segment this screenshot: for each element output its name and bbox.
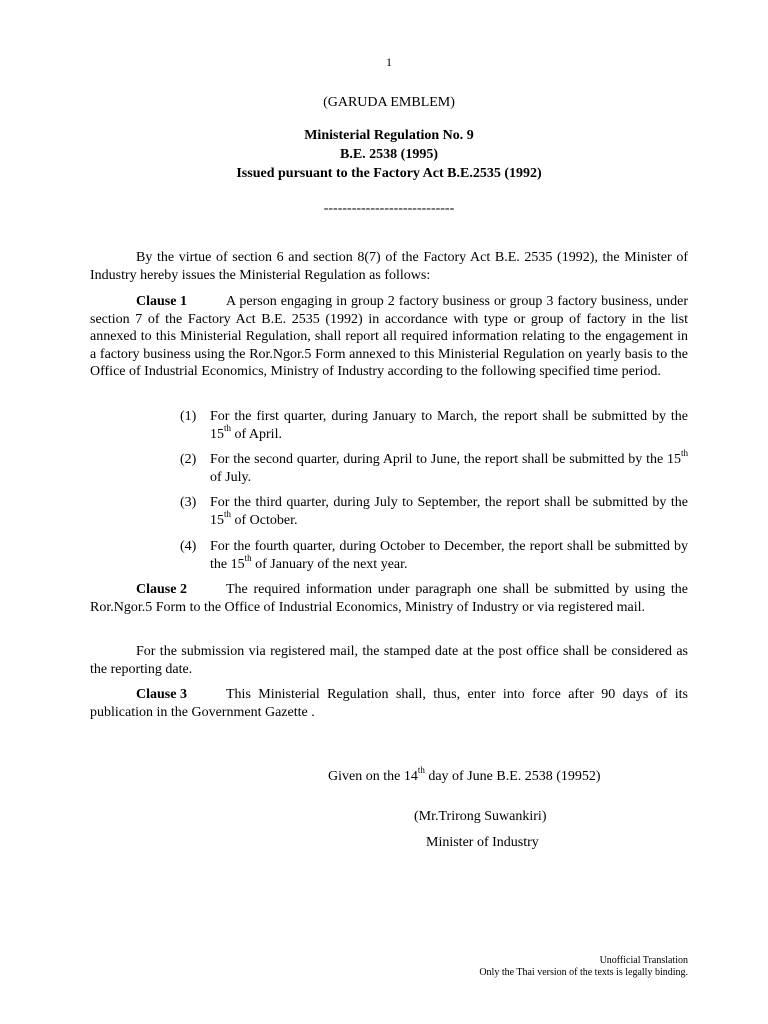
signatory-position: Minister of Industry: [426, 835, 539, 850]
given-date-line: Given on the 14th day of June B.E. 2538 (19952): [328, 765, 601, 784]
translation-note-line-1: Unofficial Translation: [599, 955, 688, 966]
emblem-caption: (GARUDA EMBLEM): [323, 95, 455, 110]
list-item-number: (1): [180, 409, 197, 424]
title-line-1: Ministerial Regulation No. 9: [304, 128, 474, 143]
clause-2-paragraph: [90, 581, 688, 616]
title-separator: ----------------------------: [323, 201, 455, 216]
list-item-number: (4): [180, 539, 197, 554]
clause-3-text: This Ministerial Regulation shall, thus, enter into force after 90 days of its publication in the Government Gazette .: [90, 687, 688, 720]
clause-2-subparagraph: For the submission via registered mail, the stamped date at the post office shall be considered as the reporting date.: [90, 644, 688, 677]
clause-1-label: Clause 1: [136, 294, 187, 309]
document-title: [0, 127, 768, 184]
list-item-number: (3): [180, 495, 197, 510]
signatory-name: (Mr.Trirong Suwankiri): [414, 809, 547, 824]
translation-note-line-2: Only the Thai version of the texts is legally binding.: [479, 967, 688, 978]
clause-1-text: A person engaging in group 2 factory business or group 3 factory business, under section 7 of the Factory Act B.E. 2535 (1992) in accordance with type or group of factory in the list annexed to this Ministerial Regulation, shall report all required information relating to the engagement in a factory business using the Ror.Ngor.5 Form annexed to this Ministerial Regulation on yearly basis to the Office of Industrial Economics, Ministry of Industry according to the following specified time period.: [90, 294, 688, 379]
document-page: 1 (GARUDA EMBLEM) Ministerial Regulation No. 9 B.E. 2538 (1995) Issued pursuant to the Factory Act B.E.2535 (1992) ---------------------------- By the virtue of section 6 and section 8(7) of the Factory Act B.E. 2535 (1992), the Minister of Industry hereby issues the Ministerial Regulation as follows: Clause 1 A person engaging in group 2 factory business or group 3 factory business, under section 7 of the Factory Act B.E. 2535 (1992) in accordance with type or group of factory in the list annexed to this Ministerial Regulation, shall report all required information relating to the engagement in a factory business using the Ror.Ngor.5 Form annexed to this Ministerial Regulation on yearly basis to the Office of Industrial Economics, Ministry of Industry according to the following specified time period. (1) For the first quarter, during January to March, the report shall be submitted by the 15th of April. (2) For the second quarter, during April to June, the report shall be submitted by the 15th of July. (3) For the third quarter, during July to September, the report shall be submitted by the 15th of October. (4) For the fourth quarter, during October to December, the report shall be submitted by the 15th of January of the next year. Clause 2 The required information under paragraph one shall be submitted by using the Ror.Ngor.5 Form to the Office of Industrial Economics, Ministry of Industry or via registered mail. For the submission via registered mail, the stamped date at the post office shall be considered as the reporting date. Clause 3 This Ministerial Regulation shall, thus, enter into force after 90 days of its publication in the Government Gazette . Given on the 14th day of June B.E. 2538 (19952) (Mr.Trirong Suwankiri) Minister of Industry Unofficial Translation Only the Thai version of the texts is legally binding.: [0, 0, 768, 1024]
translation-note: [479, 955, 688, 979]
title-line-2: B.E. 2538 (1995): [340, 147, 438, 162]
clause-3-paragraph: [90, 686, 688, 721]
clause-2-text: The required information under paragraph one shall be submitted by using the Ror.Ngor.5 Form to the Office of Industrial Economics, Ministry of Industry or via registered mail.: [90, 582, 688, 615]
preamble-paragraph: By the virtue of section 6 and section 8(7) of the Factory Act B.E. 2535 (1992), the Minister of Industry hereby issues the Ministerial Regulation as follows:: [90, 250, 688, 283]
clause-3-label: Clause 3: [136, 687, 187, 702]
clause-1-paragraph: [90, 293, 688, 381]
list-item-number: (2): [180, 452, 197, 467]
title-line-3: Issued pursuant to the Factory Act B.E.2535 (1992): [236, 166, 542, 181]
clause-2-label: Clause 2: [136, 582, 187, 597]
page-number: 1: [386, 55, 392, 69]
